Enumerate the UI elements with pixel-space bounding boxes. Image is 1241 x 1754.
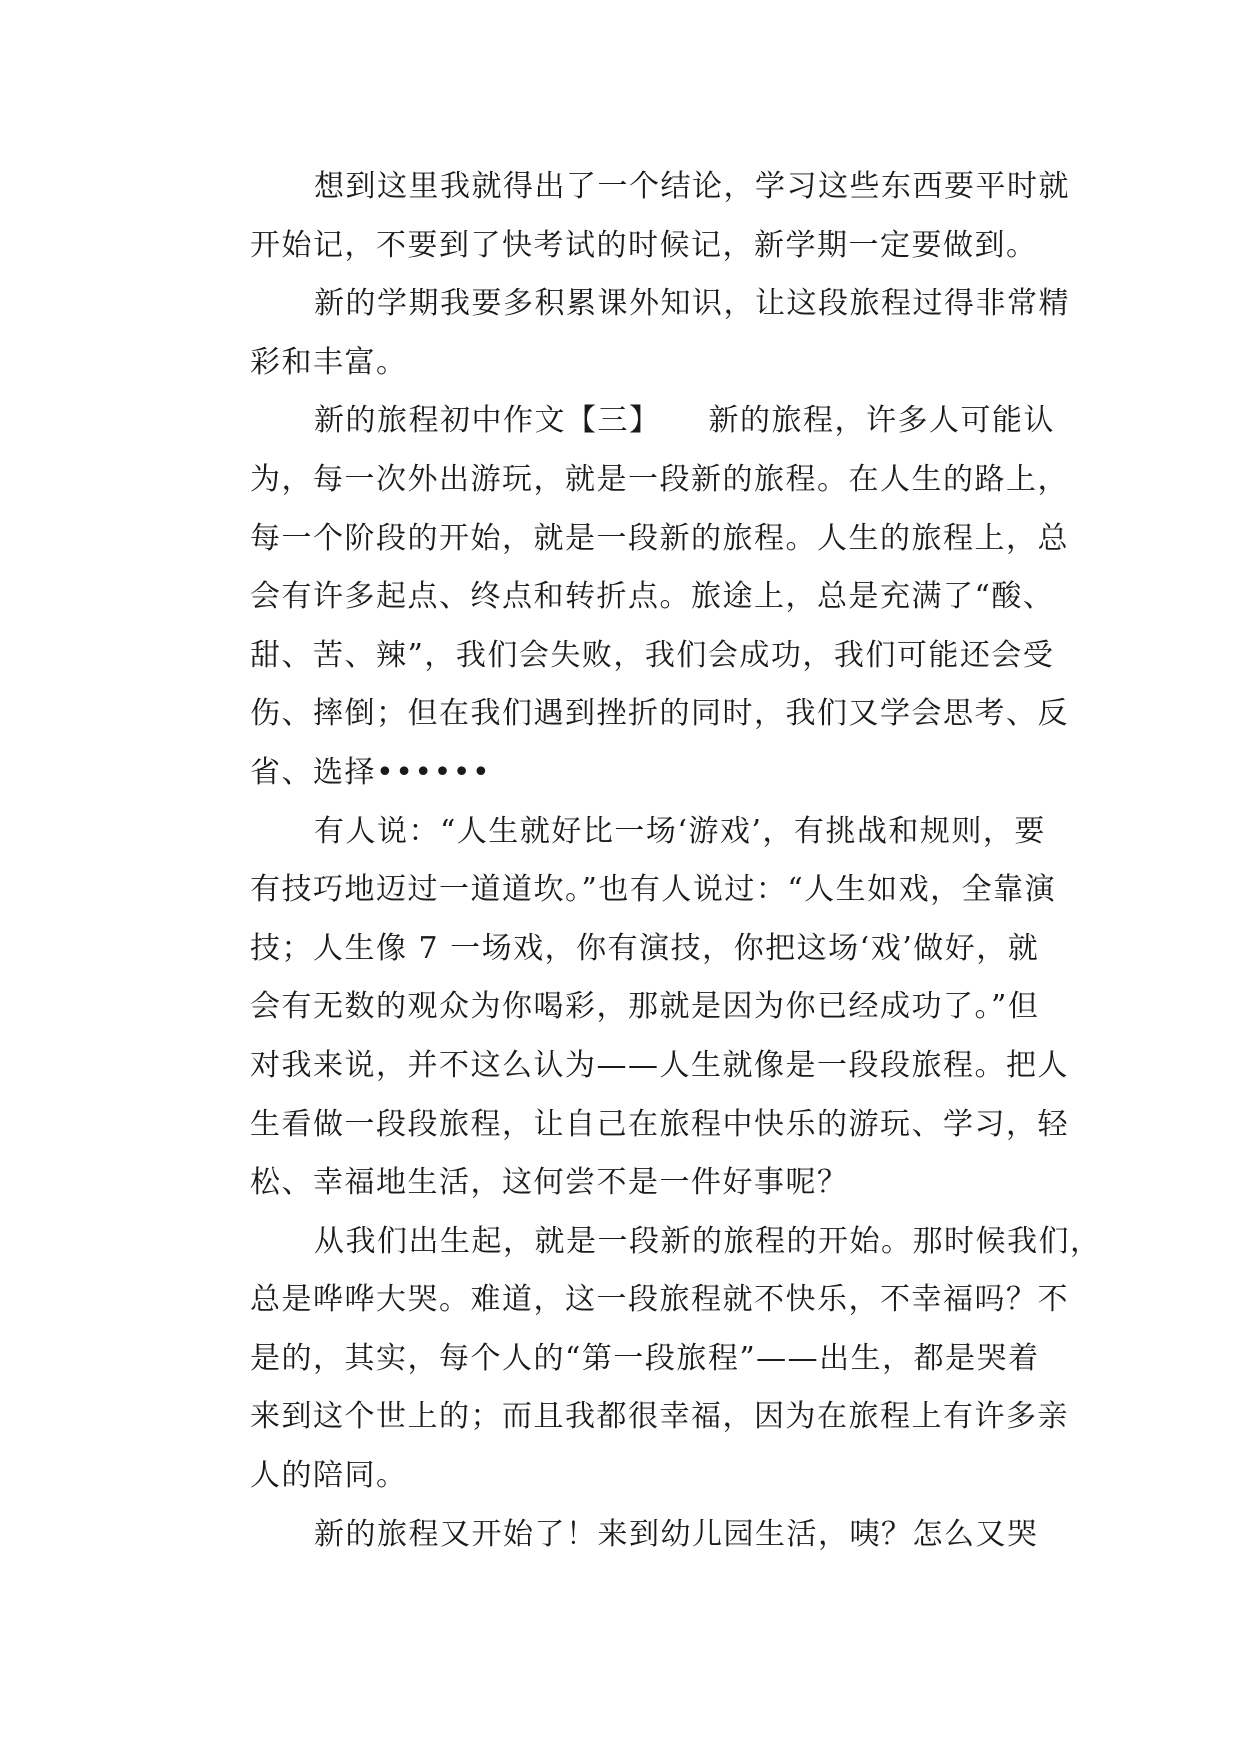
- text-line: 来到这个世上的；而且我都很幸福，因为在旅程上有许多亲: [250, 1399, 1069, 1435]
- document-body: [190, 158, 1102, 1564]
- text-line: 会有许多起点、终点和转折点。旅途上，总是充满了“酸、: [250, 579, 1055, 615]
- text-line: 松、幸福地生活，这何尝不是一件好事呢？: [250, 1165, 849, 1201]
- text-line: 省、选择••••••: [250, 754, 492, 790]
- text-line: 甜、苦、辣”，我们会失败，我们会成功，我们可能还会受: [250, 637, 1055, 673]
- text-line: 对我来说，并不这么认为——人生就像是一段段旅程。把人: [250, 1047, 1069, 1083]
- text-line: 有人说：“人生就好比一场‘游戏’，有挑战和规则，要: [314, 813, 1046, 849]
- text-line: 人的陪同。: [250, 1458, 408, 1494]
- text-line: 每一个阶段的开始，就是一段新的旅程。人生的旅程上，总: [250, 520, 1069, 556]
- paragraph-5: [190, 1213, 1102, 1506]
- text-line: 为，每一次外出游玩，就是一段新的旅程。在人生的路上，: [250, 461, 1069, 497]
- text-line: 是的，其实，每个人的“第一段旅程”——出生，都是哭着: [250, 1340, 1040, 1376]
- text-line: 新的旅程又开始了！来到幼儿园生活，咦？怎么又哭: [314, 1516, 1039, 1552]
- text-line: 开始记，不要到了快考试的时候记，新学期一定要做到。: [250, 227, 1038, 263]
- text-line: 有技巧地迈过一道道坎。”也有人说过：“人生如戏，全靠演: [250, 872, 1057, 908]
- text-line: 生看做一段段旅程，让自己在旅程中快乐的游玩、学习，轻: [250, 1106, 1069, 1142]
- paragraph-6: [190, 1506, 1046, 1565]
- text-line: 从我们出生起，就是一段新的旅程的开始。那时候我们，: [314, 1223, 1102, 1259]
- paragraph-1: [190, 158, 1070, 275]
- paragraph-4: [190, 803, 1069, 1213]
- text-line: 彩和丰富。: [250, 344, 408, 380]
- text-line: 总是哗哗大哭。难道，这一段旅程就不快乐，不幸福吗？不: [250, 1282, 1069, 1318]
- text-line: 会有无数的观众为你喝彩，那就是因为你已经成功了。”但: [250, 989, 1040, 1025]
- text-line: 技；人生像 7 一场戏，你有演技，你把这场‘戏’做好，就: [250, 930, 1040, 966]
- text-line: 新的旅程初中作文【三】 新的旅程，许多人可能认: [314, 403, 1055, 439]
- text-line: 新的学期我要多积累课外知识，让这段旅程过得非常精: [314, 286, 1070, 322]
- text-line: 伤、摔倒；但在我们遇到挫折的同时，我们又学会思考、反: [250, 696, 1069, 732]
- paragraph-3: [190, 392, 1069, 802]
- text-line: 想到这里我就得出了一个结论，学习这些东西要平时就: [314, 169, 1070, 204]
- paragraph-2: [190, 275, 1070, 392]
